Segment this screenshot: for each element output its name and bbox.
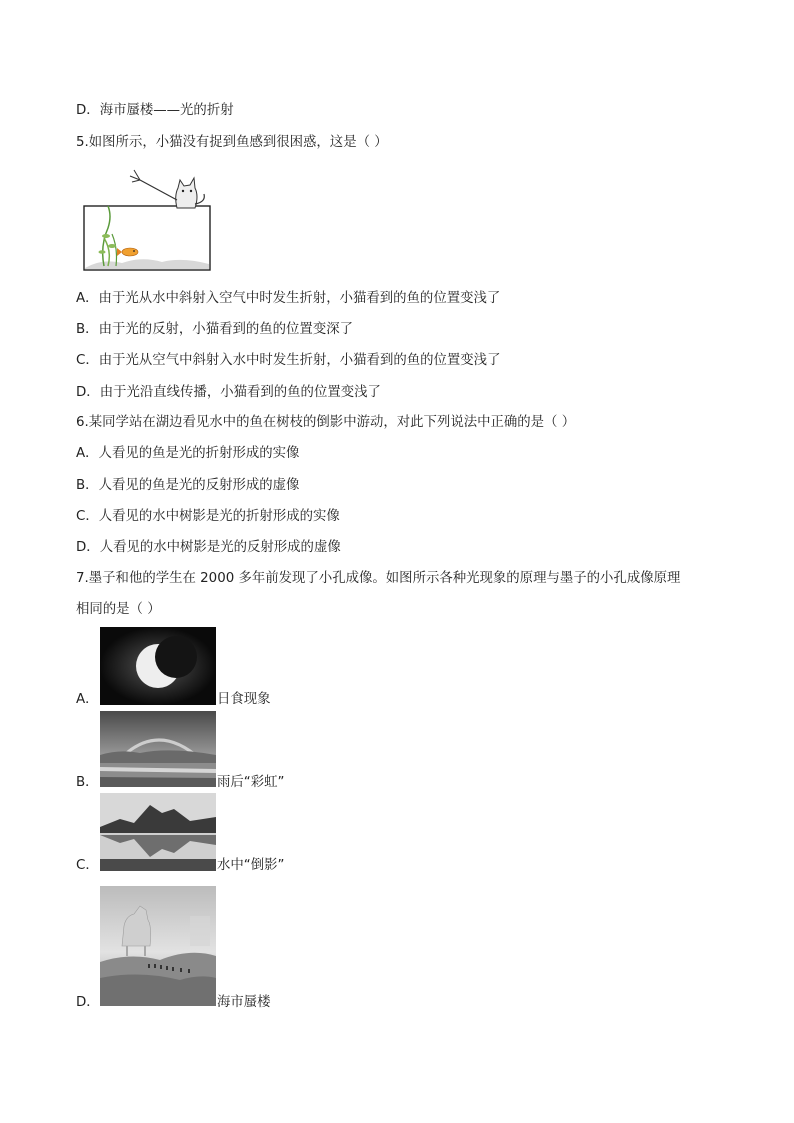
q6-option-a: A．人看见的鱼是光的折射形成的实像	[76, 446, 300, 461]
q7-option-a-letter: A．	[76, 692, 99, 707]
q5-stem: 5.如图所示，小猫没有捉到鱼感到很困惑，这是（ ）	[76, 135, 388, 150]
q7-option-b-caption: 雨后“彩虹”	[217, 775, 285, 790]
q6-stem: 6.某同学站在湖边看见水中的鱼在树枝的倒影中游动，对此下列说法中正确的是（ ）	[76, 415, 576, 430]
q7-option-d-letter: D．	[76, 995, 100, 1010]
q5-option-b: B．由于光的反射，小猫看到的鱼的位置变深了	[76, 322, 353, 337]
cat-fish-illustration	[82, 166, 212, 272]
q7-option-c-caption: 水中“倒影”	[217, 858, 285, 873]
q4-option-d: D．海市蜃楼——光的折射	[76, 103, 234, 118]
q7-option-d-caption: 海市蜃楼	[217, 995, 271, 1010]
q6-option-d: D．人看见的水中树影是光的反射形成的虚像	[76, 540, 341, 555]
eclipse-image	[100, 627, 216, 705]
reflection-image	[100, 793, 216, 871]
q5-option-d: D．由于光沿直线传播，小猫看到的鱼的位置变浅了	[76, 385, 381, 400]
q7-stem-line1: 7.墨子和他的学生在 2000 多年前发现了小孔成像。如图所示各种光现象的原理与墨子的小孔成像原理	[76, 571, 681, 586]
q7-stem-line2: 相同的是（ ）	[76, 602, 161, 617]
q5-option-c: C．由于光从空气中斜射入水中时发生折射，小猫看到的鱼的位置变浅了	[76, 353, 501, 368]
mirage-photo	[100, 886, 216, 1006]
q5-option-a: A．由于光从水中斜射入空气中时发生折射，小猫看到的鱼的位置变浅了	[76, 291, 501, 306]
mirage-image	[100, 886, 216, 1006]
rainbow-image	[100, 711, 216, 787]
rainbow-photo	[100, 711, 216, 787]
q7-option-a-caption: 日食现象	[217, 692, 271, 707]
q6-option-c: C．人看见的水中树影是光的折射形成的实像	[76, 509, 340, 524]
cat-fish-figure	[82, 166, 212, 272]
eclipse-photo	[100, 627, 216, 705]
q7-option-b-letter: B．	[76, 775, 99, 790]
q7-option-c-letter: C．	[76, 858, 99, 873]
reflection-photo	[100, 793, 216, 871]
q6-option-b: B．人看见的鱼是光的反射形成的虚像	[76, 478, 300, 493]
